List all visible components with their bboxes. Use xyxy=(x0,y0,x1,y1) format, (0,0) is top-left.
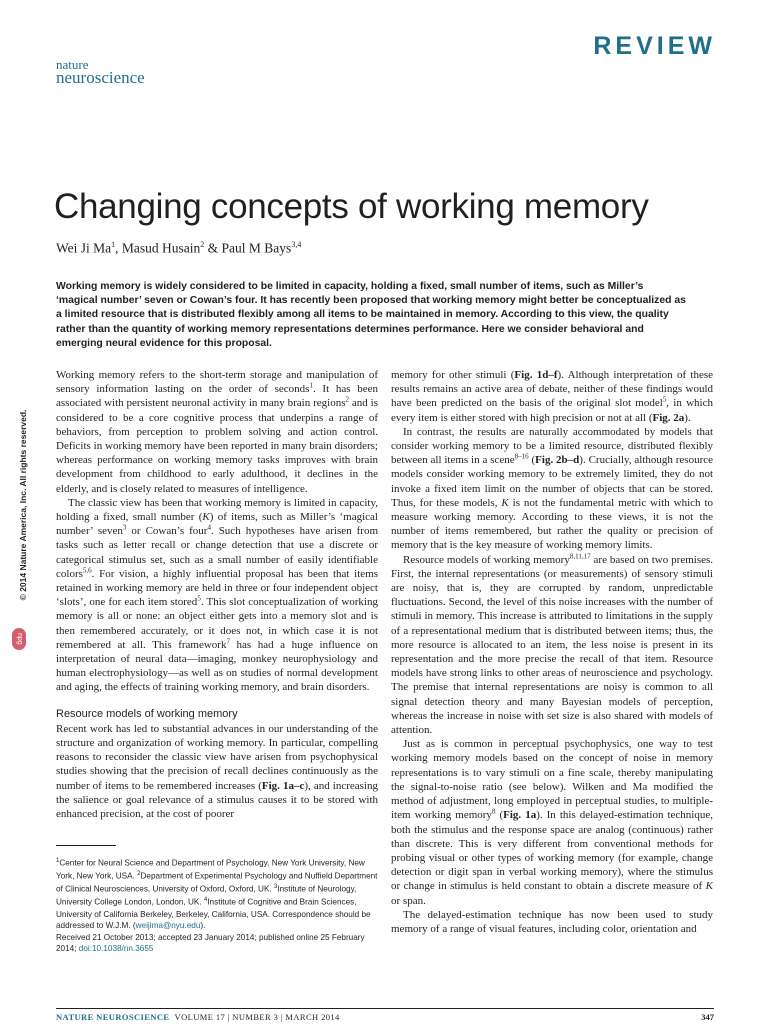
body-column-right xyxy=(391,368,713,936)
citation-ref[interactable]: 2 xyxy=(345,395,349,404)
figure-ref[interactable]: Fig. 1a–c xyxy=(261,779,305,792)
citation-ref[interactable]: 4 xyxy=(207,523,211,532)
copyright-sidebar xyxy=(6,360,40,650)
citation-ref[interactable]: 5 xyxy=(197,594,201,603)
paragraph: Resource models of working memory$^{8,11,17}$ are based on two premises. First, the internal representations (or measurements) of sensory stimuli are noisy, that is, they are corrupted by random, unpredictable fluctuations. Second, the level of this noise increases with the number of stimuli in memory. This increase is attributed to limitations in the supply of a representational medium that is distributed between items; thus, the more resource is allocated to an item, the less noise is present in its representation and the more precise the recall of that item. Resource models have strong links to other areas of neuroscience and psychology. The premise that internal representations are noisy is common to all signal detection theory and many Bayesian models of perception, whereas the increase in noise with set size is also shared with models of attention. xyxy=(391,551,714,737)
author-name[interactable]: Paul M Bays xyxy=(221,240,292,256)
publication-history: Received 21 October 2013; accepted 23 January 2014; published online 25 February 2014; doi:10.1038/nn.3655 xyxy=(56,933,365,954)
logo-line-neuroscience: neuroscience xyxy=(56,68,145,87)
figure-ref[interactable]: Fig. 2b–d xyxy=(535,454,580,467)
abstract: Working memory is widely considered to be limited in capacity, holding a fixed, small number of items, such as Miller’s ‘magical number’ seven or Cowan’s four. It has recently been proposed that working memory might better be conceptualized as a limited resource that is distributed flexibly among all items to be maintained in memory. According to this view, the quality rather than the quantity of working memory representations determines performance. Here we consider behavioral and emerging neural evidence for this proposal. xyxy=(56,281,686,349)
author-affiliation: 3,4 xyxy=(291,240,302,249)
paragraph: The classic view has been that working memory is limited in capacity, holding a fixed, small number (K) of items, such as Miller’s ‘magical number’ seven$^3$ or Cowan’s four$^4$. Such hypotheses have arisen from tasks such as letter recall or change detection that use a discrete or categorical stimulus set, such as a small number of easily identifiable colors$^{5,6}$. For vision, a highly influential proposal has been that items retained in working memory are held in three or four independent object ‘slots’, one for each item stored$^5$. This slot conceptualization of working memory is all or none: an object either gets into a memory slot and is then remembered accurately, or it does not, in which case it is not remembered at all. This framework$^7$ has had a huge influence on interpretation of neural data—imaging, monkey neurophysiology and human electrophysiology—as well as on studies of normal development and aging, the effects of training working memory, and brain disorders. xyxy=(56,496,379,694)
paragraph: Just as is common in perceptual psychophysics, one way to test working memory models based on the concept of noise in memory representations is to vary stimuli on a fine scale, thereby manipulating the signal-to-noise ratio (see below). Wilken and Ma modified the method of adjustment, long employed in perceptual studies, to multiple-item working memory$^8$ (Fig. 1a). In this delayed-estimation technique, both the stimulus and the response space are analog (continuous) rather than discrete. This is very different from conventional methods for probing visual or other types of working memory (for example, change detection or digit span in verbal working memory), where the stimulus or change in stimulus is held constant to obtain a discrete measure of K or span. xyxy=(391,738,713,907)
paragraph: In contrast, the results are naturally accommodated by models that consider working memory to be a limited resource, distributed flexibly between all items in a scene$^{8-16}$ (Fig. 2b–d). Crucially, although resource models consider working memory to be extremely limited, they do not invoke a fixed item limit on the number of objects that can be stored. Thus, for these models, K is not the fundamental metric with which to measure working memory. According to these views, it is not the number of items remembered, but rather the quality or precision of memory that is the key measure of working memory limits. xyxy=(391,425,714,552)
section-label: REVIEW xyxy=(593,32,716,60)
citation-ref[interactable]: 8,11,17 xyxy=(569,551,591,560)
npg-logo-icon: npg xyxy=(12,628,26,650)
body-column-left xyxy=(56,368,378,821)
logo-line-nature: nature xyxy=(56,57,89,72)
paragraph: memory for other stimuli (Fig. 1d–f). Although interpretation of these results remains an active area of debate, neither of these findings would have been predicted on the basis of the original slot model$^5$, in which every item is either stored with high precision or not at all (Fig. 2a). xyxy=(391,369,714,424)
citation-ref[interactable]: 8 xyxy=(491,807,496,816)
paragraph: Working memory refers to the short-term storage and manipulation of sensory information lasting on the order of seconds$^1$. It has been associated with persistent neuronal activity in many brain regions$^2$ and is considered to be a core cognitive process that underpins a range of behaviors, from perception to problem solving and action control. Deficits in working memory have been reported in many brain disorders; whereas performance on working memory tasks improves with brain development from childhood to early adulthood, it declines in the elderly, and is closely related to measures of intelligence. xyxy=(56,369,378,495)
copyright-notice: © 2014 Nature America, Inc. All rights reserved. xyxy=(18,409,28,601)
journal-logo[interactable] xyxy=(56,58,145,86)
author-name[interactable]: Wei Ji Ma xyxy=(56,240,112,256)
footer-journal-name: NATURE NEUROSCIENCE xyxy=(56,1012,170,1022)
citation-ref[interactable]: 3 xyxy=(122,523,127,532)
citation-ref[interactable]: 5,6 xyxy=(82,566,92,575)
doi-link[interactable]: doi:10.1038/nn.3655 xyxy=(78,944,154,954)
section-heading: Resource models of working memory xyxy=(56,707,238,720)
author-affiliation: 1 xyxy=(111,240,116,249)
citation-ref[interactable]: 7 xyxy=(226,637,230,646)
figure-ref[interactable]: Fig. 2a xyxy=(652,411,685,424)
citation-ref[interactable]: 8–16 xyxy=(514,452,529,461)
page-footer xyxy=(56,1012,340,1022)
page-number: 347 xyxy=(701,1012,714,1022)
paragraph: Recent work has led to substantial advances in our understanding of the structure and organization of working memory. In particular, compelling reasons to reconsider the classic view have arisen from psychophysical studies showing that the precision of recall declines continuously as the number of items to be remembered increases (Fig. 1a–c), and increasing the salience or goal relevance of a stimulus causes it to be stored with enhanced precision, at the cost of poorer xyxy=(56,722,378,821)
author-affiliation: 2 xyxy=(200,240,205,249)
correspondence-email-link[interactable]: weijima@nyu.edu xyxy=(135,920,201,930)
figure-ref[interactable]: Fig. 1d–f xyxy=(514,369,558,381)
footnote-divider xyxy=(56,845,116,846)
footer-divider xyxy=(56,1008,714,1009)
article-title: Changing concepts of working memory xyxy=(54,187,649,226)
citation-ref[interactable]: 1 xyxy=(309,381,313,390)
figure-ref[interactable]: Fig. 1a xyxy=(503,809,537,822)
author-name[interactable]: Masud Husain xyxy=(121,240,201,256)
author-separator: & xyxy=(204,240,222,256)
author-list xyxy=(56,240,301,257)
author-separator: , xyxy=(115,240,122,256)
affiliations-footnote: $^1$Center for Neural Science and Department of Psychology, New York University, New York, New York, USA. $^2$Department of Experimental Psychology and Nuffield Department of Clinical Neurosciences, University of Oxford, Oxford, UK. $^3$Institute of Neurology, University College London, London, UK. $^4$Institute of Cognitive and Brain Sciences, University of California Berkeley, Berkeley, California, USA. Correspondence should be addressed to W.J.M. (weijima@nyu.edu). xyxy=(56,858,378,930)
citation-ref[interactable]: 5 xyxy=(662,395,667,404)
paragraph: The delayed-estimation technique has now been used to study memory of a range of visual features, including color, orientation and xyxy=(391,908,713,935)
footer-issue-info: VOLUME 17 | NUMBER 3 | MARCH 2014 xyxy=(174,1012,340,1022)
